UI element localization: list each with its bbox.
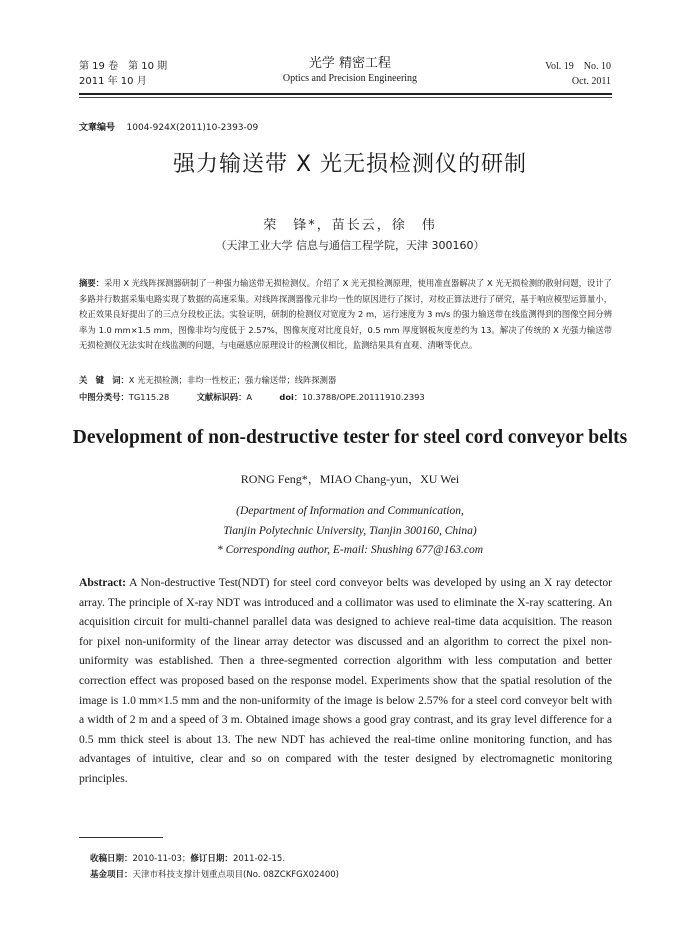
affiliation-en-line3: * Corresponding author, E-mail: Shushing 677@163.com — [216, 544, 484, 556]
abstract-zh — [79, 276, 612, 354]
fund-value: 天津市科技支撑计划重点项目(No. 08ZCKFGX02400) — [132, 870, 339, 880]
footnote — [90, 851, 610, 883]
affiliation-zh: （天津工业大学 信息与通信工程学院，天津 300160） — [215, 239, 485, 252]
title-zh: 强力输送带 X 光无损检测仪的研制 — [172, 152, 528, 177]
received-value: 2010-11-03； — [132, 854, 191, 864]
date-zh: 2011 年 10 月 — [79, 76, 147, 87]
doi-value: 10.3788/OPE.20111910.2393 — [302, 392, 425, 402]
footnote-fund — [90, 867, 610, 883]
footnote-rule — [79, 837, 163, 838]
article-number — [79, 120, 258, 133]
volume-issue-zh: 第 19 卷 第 10 期 — [79, 61, 168, 72]
keywords-zh — [79, 373, 612, 387]
doi-label: doi： — [279, 392, 303, 402]
article-number-value: 1004-924X(2011)10-2393-09 — [126, 123, 259, 133]
affiliation-en-line2: Tianjin Polytechnic University, Tianjin 300160, China) — [223, 524, 477, 537]
abstract-zh-label: 摘要： — [79, 278, 104, 288]
affiliation-en-line1: (Department of Information and Communication, — [236, 505, 464, 517]
header-rule-thick — [79, 93, 612, 95]
volume-issue-en: Vol. 19 No. 10 — [545, 61, 611, 72]
abstract-zh-text: 采用 X 光线阵探测器研制了一种强力输送带无损检测仪。介绍了 X 光无损检测原理，使用准直器解决了 X 光无损检测的散射问题，设计了多路并行数据采集电路实现了数据的高速采集。对线阵探测器像元非均一性的原因进行了探讨，对校正算法进行了研究，基于响应模型运算量小，校正效果良好提出了的三点分段校正法。实验证明，研制的检测仪对宽度为 2 m，运行速度为 3 m/s 的强力输送带在线监测得到的图像空间分辨率为 1.0 mm×1.5 mm，图像非均匀度低于 2.57%，图像灰度对比度良好，0.5 mm 厚度钢板灰度差约为 13。解决了传统的 X 光强力输送带无损检测仪无法实时在线监测的问题，与电磁感应原理设计的检测仪相比，监测结果具有直观、清晰等优点。 — [79, 278, 612, 351]
abstract-en-label: Abstract: — [79, 576, 127, 589]
abstract-en-text: A Non-destructive Test(NDT) for steel cord conveyor belts was developed by using an X ray detector array. The principle of X-ray NDT was introduced and a collimator was used to eliminate the X-ray scattering. An acquisition circuit for multi-channel parallel data was designed to achieve real-time data acquisition. The reason for pixel non-uniformity of the linear array detector was discussed and an algorithm to correct the pixel non-uniformity was established. Then a three-segmented correction algorithm with less computation and better correction effect was proposed based on the response model. Experiments show that the spatial resolution of the image is 1.0 mm×1.5 mm and the non-uniformity of the image is below 2.57% for a steel cord conveyor belt with a width of 2 m and a speed of 3 m. Obtained image shows a good gray contrast, and its gray level difference for a 0.5 mm thick steel is about 13. The new NDT has achieved the real-time online monitoring function, and has advantages of intuitive, clear and so on compared with the tester designed by electromagnetic monitoring principles. — [79, 576, 612, 785]
keywords-zh-label: 关 键 词： — [79, 375, 129, 385]
header-center — [250, 56, 450, 86]
keywords-zh-text: X 光无损检测；非均一性校正；强力输送带；线阵探测器 — [128, 375, 337, 385]
revised-value: 2011-02-15. — [232, 854, 286, 864]
classification-line — [79, 390, 639, 404]
received-label: 收稿日期： — [90, 854, 133, 864]
authors-zh: 荣 锋*，苗长云，徐 伟 — [263, 218, 437, 233]
doc-code-label: 文献标识码： — [196, 392, 247, 402]
authors-en: RONG Feng*，MIAO Chang-yun，XU Wei — [240, 472, 460, 486]
journal-title-en: Optics and Precision Engineering — [282, 73, 418, 84]
title-en: Development of non-destructive tester for steel cord conveyor belts — [72, 427, 628, 448]
abstract-en — [79, 573, 612, 789]
doc-code-value: A — [246, 392, 253, 402]
date-en: Oct. 2011 — [571, 76, 611, 87]
header-right — [545, 59, 611, 89]
clc-label: 中图分类号： — [79, 392, 129, 402]
affiliation-en — [80, 502, 620, 561]
header-left — [79, 59, 167, 89]
fund-label: 基金项目： — [90, 870, 133, 880]
footnote-dates — [90, 851, 610, 867]
clc-value: TG115.28 — [128, 392, 170, 402]
revised-label: 修订日期： — [190, 854, 233, 864]
article-number-label: 文章编号 — [79, 123, 116, 133]
header-rule-thin — [79, 97, 612, 98]
journal-title-zh: 光学 精密工程 — [308, 56, 392, 71]
